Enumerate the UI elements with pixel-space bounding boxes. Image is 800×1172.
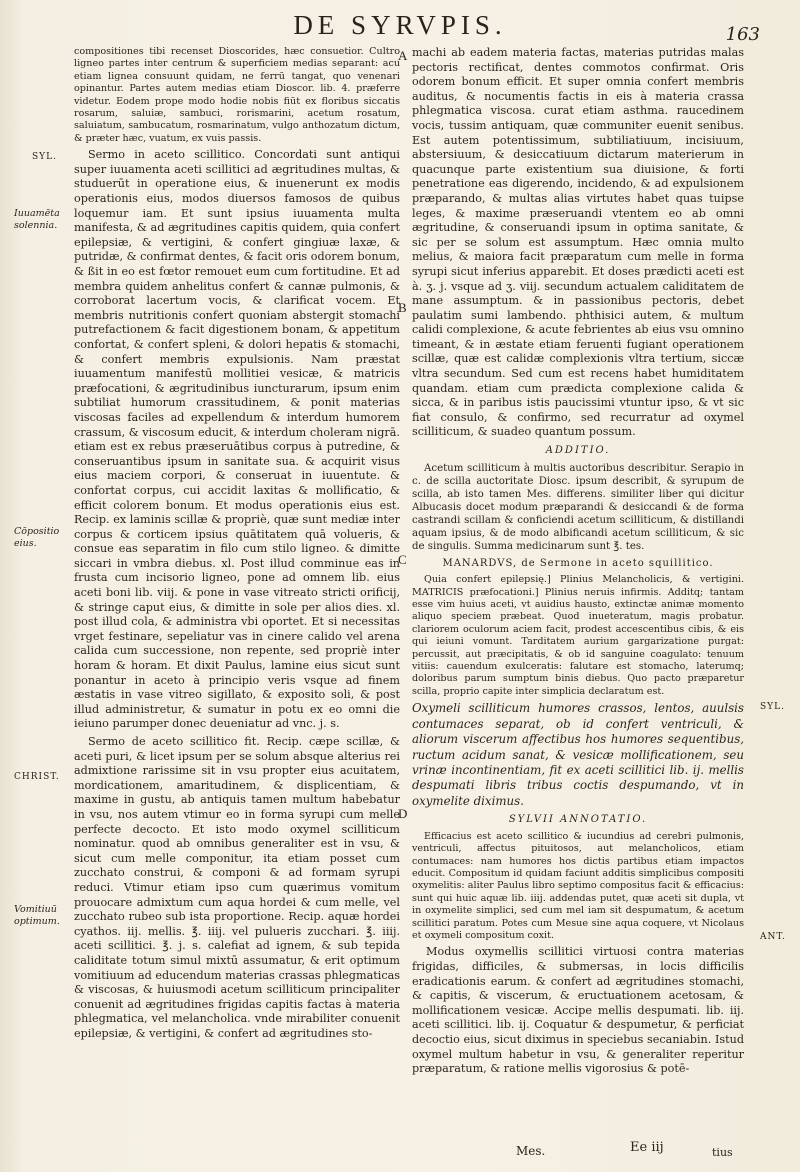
- syl-paragraph: Sermo in aceto scillitico. Concordati sunt antiqui super iuuamenta aceti scillitici ad ægritudines multas, & studuerūt in operatione eius, & inuenerunt ex modis operationis eius, modos diuersos famosos de quibus loquemur iam. Et sunt ipsius iuuamenta multa manifesta, & ad ægritudines capitis quidem, quia confert epilepsiæ, & vertigini, & confert gingiuæ laxæ, & putridæ, & confirmat dentes, & facit oris odorem bonum, & ßit in eo est fœtor remouet eum cum fortitudine. Et ad membra quidem anhelitus confert & cannæ pulmonis, & corroborat lacertum vocis, & clarificat vocem. Et membris nutritionis confert quoniam abstergit stomachi putrefactionem & facit digestionem bonam, & appetitum confortat, & confert spleni, & dolori hepatis & stomachi, & confert membris expulsionis. Nam præstat iuuamentum manifestū mollitiei vesicæ, & matricis præfocationi, & ægritudinibus iuncturarum, ipsum enim subtiliat humorum crassitudinem, & ponit materias viscosas faciles ad expellendum & interdum humorem crassum, & viscosum educit, & interdum choleram nigrā. etiam est ex rebus præseruātibus corpus à putredine, & conseruantibus ipsum in sanitate sua. & acquirit visus eius maciem corpori, & conseruat in iuuentute. & confortat corpus, cui accidit laxitas & mollificatio, & efficit colorem bonum. Et modus operationis eius est. Recip. ex laminis scillæ & propriè, quæ sunt mediæ inter corpus & corticem ipsius quātitatem quā volueris, & consue eas separatim in filo cum stilo ligneo. & dimitte siccari in vmbra diebus. xl. Post illud comminue eas in frusta cum incisorio ligneo, pone ad omnem lib. eius aceti boni lib. viij. & pone in vase vitreato stricti orificij, & stringe caput eius, & dimitte in sole per alios dies. xl. post illud cola, & administra vbi oportet. Et si necessitas vrget festinare, sepeliatur vas in cinere calido vel arena calida cum successione, non repente, sed propriè inter horam & horam. Et dixit Paulus, lamine eius sicut sunt ponantur in aceto à principio veris vsque ad finem æstatis in vase vitreo sigillato, & exposito soli, & post illud administretur, & sumatur in potu ex eo omni die ieiuno parumper donec deueniatur ad vnc. j. s.: [74, 148, 400, 731]
- sylvii-heading: SYLVII ANNOTATIO.: [508, 814, 648, 826]
- additio-paragraph: Acetum scilliticum à multis auctoribus describitur. Serapio in c. de scilla auctoritate Diosc. ipsum describit, & syrupum de scilla, ab isto tamen Mes. differens. similiter liber qui dicitur Albucasis docet modum præparandi & desiccandi & de forma castrandi scillam & conficiendi acetum scilliticum, & distillandi aquam ipsius, & de modo albificandi acetum scilliticum, & sic de singulis. Summa medicinarum sunt ℥. tes.: [412, 462, 744, 552]
- sylvii-paragraph: Efficacius est aceto scillitico & iucundius ad cerebri pulmonis, ventriculi, affectus pituitosos, aut melancholicos, etiam contumaces: nam humores hos dictis partibus etiam impactos educit. Compositum id quidam faciunt additis simplicibus compositi oxymelitis: aliter Paulus libro septimo compositus facit & efficacius: sunt qui huic aquæ lib. iiij. addendas putet, quæ aceti sit dupla, vt in oxymelite simplici, sed cum mel iam sit despumatum, & acetum scillitici paratum. Potes cum Mesue sine aqua coquere, vt Nicolaus et oxymeli compositum coxit.: [412, 830, 744, 941]
- intro-paragraph: compositiones tibi recenset Dioscorides, hæc consuetior. Cultro ligneo partes inter centrum & superficiem medias separant: acu etiam lignea consuunt quidam, ne ferrū tangat, quo venenari opinantur. Partes autem medias etiam Dioscor. lib. 4. præferre videtur. Eodem prope modo hodie nobis fiūt ex floribus siccatis rosarum, saluiæ, sambuci, rorismarini, acetum rosatum, saluiatum, sambucatum, rosmarinatum, vulgo anthozatum dictum, & præter hæc, vuatum, ex vuis passis.: [74, 46, 400, 144]
- page-number: 163: [725, 24, 760, 45]
- manardus-heading: MANARDVS, de Sermone in aceto squillitico.: [442, 557, 714, 569]
- margin-note-syl: SYL.: [32, 152, 57, 162]
- additio-heading: ADDITIO.: [545, 445, 611, 457]
- margin-note-ant: ANT.: [760, 932, 786, 942]
- section-letter-a: A: [398, 48, 408, 63]
- running-head: DE SYRVPIS.: [293, 10, 507, 40]
- margin-note-iuuamenta: Iuuamēta solennia.: [14, 208, 60, 231]
- modus-paragraph: Modus oxymellis scillitici virtuosi contra materias frigidas, difficiles, & submersas, in locis difficilis eradicationis earum. & confert ad ægritudines stomachi, & capitis, & viscerum, & eructuationem acetosam, & mollificationem vesicæ. Accipe mellis despumati. lib. iij. aceti scillitici. lib. ij. Coquatur & despumetur, & perficiat decoctio eius, sicut diximus in speciebus secaniabin. Istud oxymel multum habetur in vsu, & generaliter reperitur præparatum, & ratione mellis vigorosius & potē-: [412, 945, 744, 1076]
- footer-signature-mes: Mes.: [516, 1144, 546, 1158]
- oxymeli-italic-paragraph: Oxymeli scilliticum humores crassos, lentos, auulsis contumaces separat, ob id confert ventriculi, & aliorum viscerum affectibus hos humores sequentibus, ructum acidum sanat, & vesicæ mollificationem, seu vrinæ incontinentiam, fit ex aceti scillitici lib. ij. mellis despumati libris tribus coctis despumando, vt in oxymelite diximus.: [412, 701, 744, 808]
- margin-note-syl-right: SYL.: [760, 702, 785, 712]
- margin-note-compositio: Cōpositio eius.: [14, 526, 60, 549]
- right-paragraph-1: machi ab eadem materia factas, materias putridas malas pectoris rectificat, dentes commotos confirmat. Oris odorem bonum efficit. Et super omnia confert membris auditus, & nocumentis factis in eis à materia crassa phlegmatica viscosa. curat etiam asthma. raucedinem vocis, tussim antiquam, quæ communiter euenit senibus. Est autem potentissimum, subtiliatiuum, incisiuum, abstersiuum, & desiccatiuum dictarum materierum in quacunque parte existentium sua diuisione, & forti penetratione eas digerendo, incidendo, & ad expulsionem præparando, & multas alias virtutes habet quas tuipse leges, & maxime præseruandi vtentem eo ab omni ægritudine, & conseruandi ipsum in optima sanitate, & sic per se solum est assumptum. Hæc omnia multo melius, & maiora facit præparatum cum melle in forma syrupi sicut inferius apparebit. Et doses prædicti aceti est à. ʒ. j. vsque ad ʒ. viij. secundum actualem caliditatem de mane assumptum. & in passionibus pectoris, debet paulatim sumi lambendo. phthisici autem, & multum calidi complexione, & acute febrientes ab eius vsu omnino timeant, & in æstate etiam feruenti fugiant operationem scillæ, quæ est calidæ complexionis vltra tertium, siccæ vltra secundum. Sed cum est recens habet humiditatem quandam. etiam cum prædicta complexione calida & sicca, & in paribus istis paucissimi vtuntur ipso, & vt sic fiat consulo, & confirmo, sed recurratur ad oxymel scilliticum, & suadeo quantum possum.: [412, 46, 744, 439]
- christ-paragraph: Sermo de aceto scillitico fit. Recip. cæpe scillæ, & aceti puri, & licet ipsum per se solum absque alterius rei admixtione rarissime sit in vsu propter eius acuitatem, mordicationem, amaritudinem, & displicentiam, & maxime in gustu, ab antiquis tamen multum habebatur in vsu, nos autem vtimur eo in forma syrupi cum melle perfecte decocto. Et isto modo oxymel scilliticum nominatur. quod ab omnibus generaliter est in vsu, & sicut cum melle componitur, ita etiam posset cum zucchato construi, & componi & ad formam syrupi reduci. Vtimur etiam ipso cum quærimus vomitum prouocare admixtum cum aqua hordei & cum melle, vel zucchato rubeo sub ista proportione. Recip. aquæ hordei cyathos. iij. mellis. ℥. iiij. vel pulueris zucchari. ℥. iiij. aceti scillitici. ℥. j. s. calefiat ad ignem, & sub tepida caliditate totum simul mixtū assumatur, & erit optimum vomitiuum ad educendum materias crassas phlegmaticas & viscosas, & huiusmodi acetum scilliticum principaliter conuenit ad ægritudines frigidas capitis factas à materia phlegmatica, vel melancholica. vnde mirabiliter conuenit epilepsiæ, & vertigini, & confert ad ægritudines sto-: [74, 735, 400, 1040]
- section-letter-d: D: [398, 806, 408, 821]
- left-column: [74, 46, 400, 1044]
- footer-signature-ee: Ee iij: [630, 1140, 664, 1155]
- section-letter-b: B: [398, 300, 407, 315]
- margin-note-christ: CHRIST.: [14, 772, 60, 782]
- section-letter-c: C: [398, 552, 407, 567]
- margin-note-vomitiuum: Vomitiuū optimum.: [14, 904, 60, 927]
- right-column: [412, 46, 744, 1080]
- manardus-paragraph: Quia confert epilepsię.] Plinius Melancholicis, & vertigini. MATRICIS præfocationi.] Plinius neruis infirmis. Additq; tantam esse vim huius aceti, vt auidius hausto, extinctæ animæ momento aliquo speciem præbeat. Quod inueteratum, magis probatur. clariorem oculorum aciem facit, prodest accescentibus cibis, & eis qui ieiuni vomunt. Tarditatem aurium gargarizatione purgat: percussit, aut præcipitatis, & ob id sanguine coagulato: tenuum vitiis: cauendum exulceratis: falutare est stomacho, laterumq; doloribus parum sumptum binis diebus. Quo pacto præparetur scilla, proprio capite inter simplicia declaratum est.: [412, 574, 744, 697]
- catchword: tius: [712, 1146, 733, 1159]
